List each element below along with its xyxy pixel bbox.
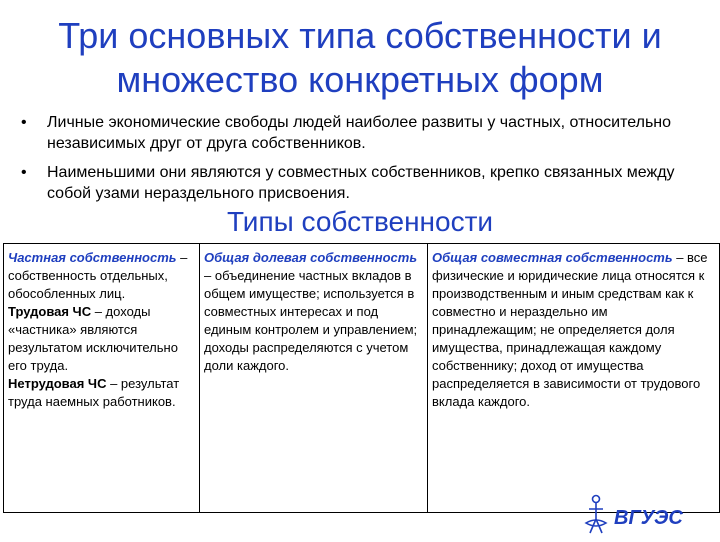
shared-ownership-cell xyxy=(200,244,428,513)
bullet-text: Наименьшими они являются у совместных собственников, крепко связанных между собой узами нераздельного присвоения. xyxy=(47,164,675,202)
labor-private-term: Трудовая ЧС xyxy=(8,304,92,319)
bullet-dot: • xyxy=(21,164,27,181)
private-ownership-term: Частная собственность xyxy=(8,250,177,265)
bullet-dot: • xyxy=(21,114,27,131)
private-ownership-cell xyxy=(4,244,200,513)
table-row xyxy=(4,244,720,513)
nonlabor-private-text: – результат труда наемных работников. xyxy=(8,376,180,409)
section-subtitle: Типы собственности xyxy=(226,206,494,237)
private-ownership-definition: собственность отдельных, обособленных лиц. xyxy=(8,268,168,301)
joint-ownership-definition: все физические и юридические лица относятся к производственным и иным средствам как к совместно и нераздельно им принадлежащим; не определяется доля имущества, принадлежащая каждому собственнику; доход от имущества распределяется в зависимости от трудового вклада каждого. xyxy=(432,250,708,409)
page-title: Три основных типа собственности и множество конкретных форм xyxy=(58,15,662,100)
bullet-text: Личные экономические свободы людей наиболее развиты у частных, относительно независимых друг от друга собственников. xyxy=(47,114,672,152)
nonlabor-private-term: Нетрудовая ЧС xyxy=(8,376,107,391)
bullet-list xyxy=(20,112,700,212)
shared-ownership-definition: объединение частных вкладов в общем имуществе; используется в совместных интересах и под единым контролем и управлением; доходы распределяются с учетом доли каждого. xyxy=(204,268,418,373)
term-dash: – xyxy=(176,250,188,265)
shared-ownership-term: Общая долевая собственность xyxy=(204,250,418,265)
bullet-item xyxy=(20,162,700,204)
joint-ownership-term: Общая совместная собственность xyxy=(432,250,673,265)
joint-ownership-cell xyxy=(428,244,720,513)
bullet-item xyxy=(20,112,700,154)
term-dash: – xyxy=(672,250,688,265)
university-logo-icon xyxy=(580,493,690,537)
term-dash: – xyxy=(204,268,215,283)
ownership-types-table xyxy=(3,243,720,513)
labor-private-text: – доходы «частника» являются результатом исключительно его труда. xyxy=(8,304,178,373)
logo-text: ВГУЭС xyxy=(614,507,683,529)
university-logo xyxy=(580,493,690,537)
